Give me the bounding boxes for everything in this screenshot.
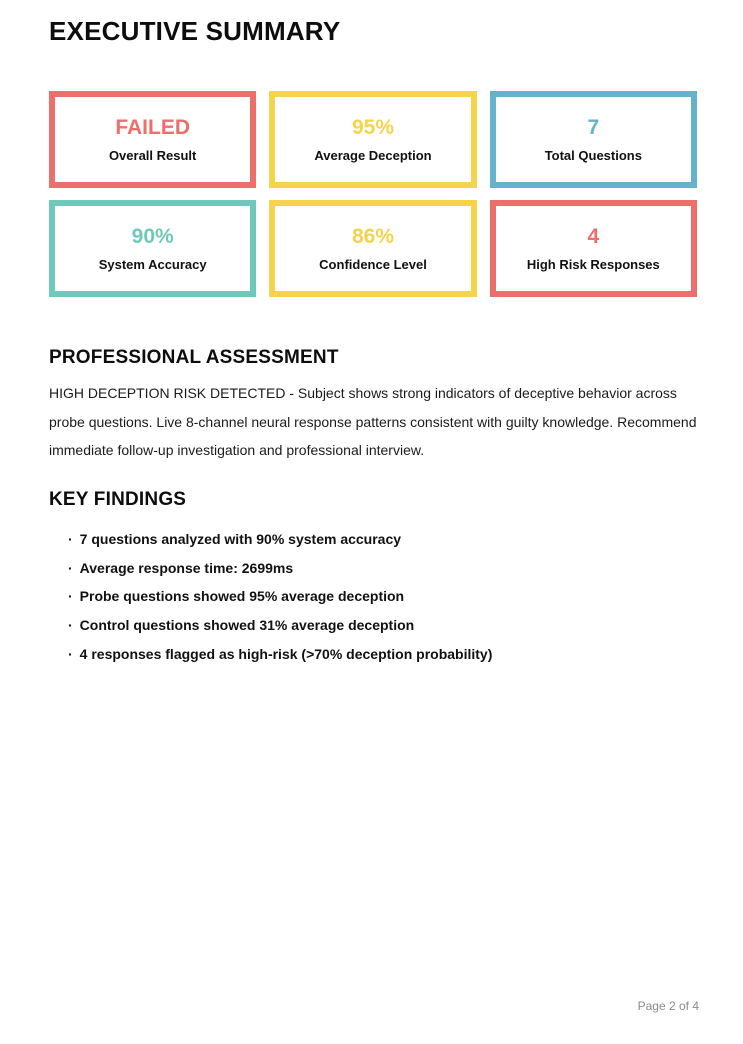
finding-item bbox=[68, 554, 697, 583]
bullet-dot: · bbox=[68, 559, 73, 576]
stat-label: Overall Result bbox=[108, 148, 197, 163]
stat-card-confidence-level bbox=[269, 200, 476, 297]
key-findings-section bbox=[49, 489, 697, 668]
stats-grid bbox=[49, 91, 697, 297]
stat-value: 90% bbox=[131, 225, 174, 248]
bullet-dot: · bbox=[68, 531, 73, 548]
stat-label: System Accuracy bbox=[98, 257, 207, 272]
assessment-text: HIGH DECEPTION RISK DETECTED - Subject shows strong indicators of deceptive behavior across probe questions. Live 8-channel neural response patterns consistent with guilty knowledge. Recommend immediate follow-up investigation and professional interview. bbox=[49, 385, 697, 459]
bullet-dot: · bbox=[68, 645, 73, 662]
bullet-dot: · bbox=[68, 588, 73, 605]
stat-value: 86% bbox=[351, 225, 394, 248]
page-title: EXECUTIVE SUMMARY bbox=[49, 16, 341, 46]
stat-card-average-deception bbox=[269, 91, 476, 188]
section-heading-professional-assessment: PROFESSIONAL ASSESSMENT bbox=[49, 347, 339, 368]
stat-label: Average Deception bbox=[314, 148, 432, 163]
stat-card-system-accuracy bbox=[49, 200, 256, 297]
stat-value: 95% bbox=[351, 116, 394, 139]
stat-label: Confidence Level bbox=[319, 257, 427, 272]
stat-card-overall-result bbox=[49, 91, 256, 188]
professional-assessment-section bbox=[49, 347, 697, 465]
finding-item bbox=[68, 525, 697, 554]
stat-value: FAILED bbox=[115, 116, 190, 139]
key-findings-list bbox=[49, 525, 697, 668]
finding-item bbox=[68, 611, 697, 640]
finding-item bbox=[68, 640, 697, 669]
bullet-dot: · bbox=[68, 617, 73, 634]
finding-text: Average response time: 2699ms bbox=[79, 559, 294, 576]
finding-text: Control questions showed 31% average deception bbox=[79, 617, 415, 634]
stat-card-high-risk-responses bbox=[490, 200, 697, 297]
finding-text: 7 questions analyzed with 90% system accuracy bbox=[79, 531, 402, 548]
stat-value: 4 bbox=[587, 225, 600, 248]
page-number: Page 2 of 4 bbox=[637, 999, 699, 1013]
finding-text: 4 responses flagged as high-risk (>70% deception probability) bbox=[79, 645, 493, 662]
stat-label: High Risk Responses bbox=[526, 257, 660, 272]
finding-item bbox=[68, 582, 697, 611]
stat-card-total-questions bbox=[490, 91, 697, 188]
stat-label: Total Questions bbox=[544, 148, 642, 163]
section-heading-key-findings: KEY FINDINGS bbox=[49, 489, 187, 511]
stat-value: 7 bbox=[587, 116, 600, 139]
finding-text: Probe questions showed 95% average deception bbox=[79, 588, 405, 605]
